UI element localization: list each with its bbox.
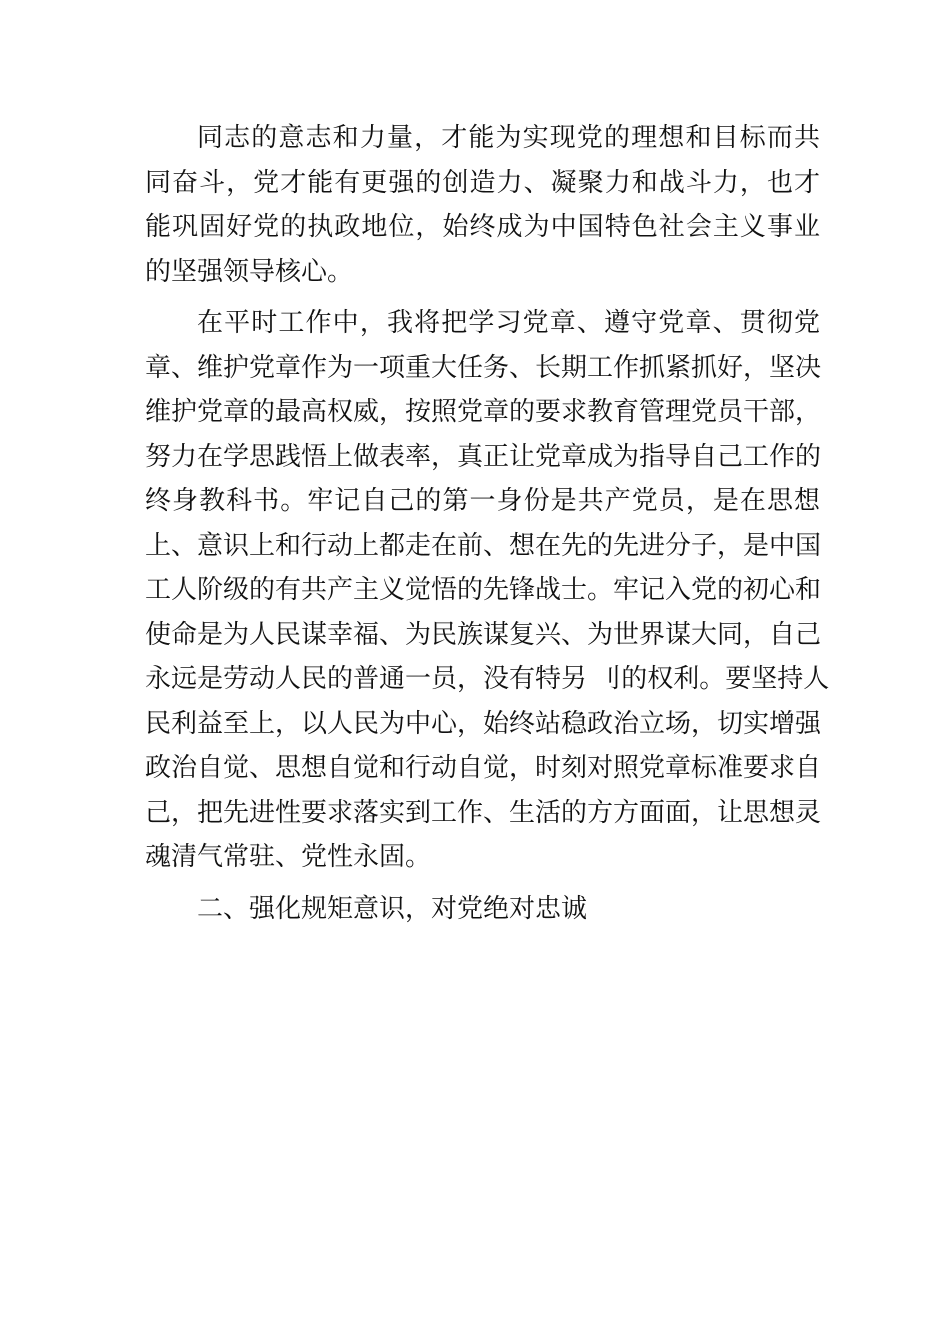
paragraph-continuation xyxy=(145,116,820,294)
text-line: 努力在学思践悟上做表率，真正让党章成为指导自己工作的 xyxy=(145,441,822,472)
text-line: 能巩固好党的执政地位，始终成为中国特色社会主义事业 xyxy=(145,212,820,242)
text-line: 维护党章的最高权威，按照党章的要求教育管理党员干部， xyxy=(145,397,822,427)
text-line: 上、意识上和行动上都走在前、想在先的先进分子，是中国 xyxy=(145,530,822,561)
text-line: 永远是劳动人民的普通一员，没有特另 刂的权利。要坚持人 xyxy=(145,664,830,694)
text-line: 民利益至上，以人民为中心，始终站稳政治立场，切实增强 xyxy=(145,708,822,739)
text-line: 终身教科书。牢记自己的第一身份是共产党员，是在思想 xyxy=(145,486,820,516)
text-line: 魂清气常驻、党性永固。 xyxy=(145,842,432,872)
paragraph-party-constitution xyxy=(145,301,830,880)
text-line: 己，把先进性要求落实到工作、生活的方方面面，让思想灵 xyxy=(145,797,822,828)
text-line: 同奋斗，党才能有更强的创造力、凝聚力和战斗力，也才 xyxy=(145,167,820,198)
text-line: 工人阶级的有共产主义觉悟的先锋战士。牢记入党的初心和 xyxy=(145,575,822,605)
heading-text: 二、强化规矩意识，对党绝对忠诚 xyxy=(197,893,588,924)
text-line: 使命是为人民谋幸福、为民族谋复兴、为世界谋大同，自己 xyxy=(145,619,822,650)
text-line: 在平时工作中，我将把学习党章、遵守党章、贯彻党 xyxy=(197,308,820,338)
text-line: 章、维护党章作为一项重大任务、长期工作抓紧抓好，坚决 xyxy=(145,352,822,383)
section-heading xyxy=(145,887,820,932)
text-line: 的坚强领导核心。 xyxy=(145,256,354,287)
document-body xyxy=(145,116,830,931)
text-line: 政治自觉、思想自觉和行动自觉，时刻对照党章标准要求自 xyxy=(145,753,822,783)
text-line: 同志的意志和力量，才能为实现党的理想和目标而共 xyxy=(197,123,820,153)
